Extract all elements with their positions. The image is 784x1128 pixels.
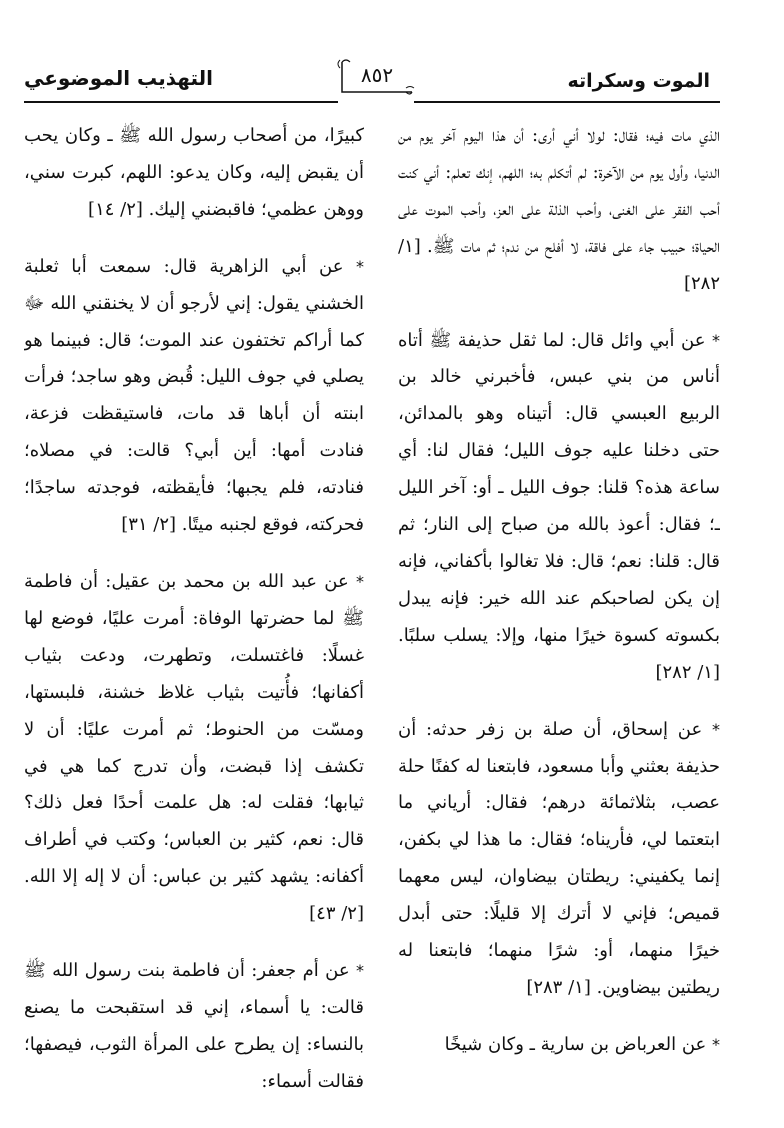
paragraph	[24, 249, 364, 544]
paragraph	[24, 118, 364, 229]
paragraph	[398, 323, 720, 692]
paragraph-text: عن أبي وائل قال: لما ثقل حذيفة ﷺ أتاه أناس من بني عبس، فأخبرني خالد بن الربيع العبسي قال: أتيناه وهو بالمدائن، حتى دخلنا عليه جوف الليل؛ فقال لنا: أي ساعة هذه؟ قلنا: جوف الليل ـ أو: آخر الليل ـ؛ فقال: أعوذ بالله من صباح إلى النار؛ ثم قال: قلنا: نعم؛ قال: فلا تغالوا بأكفاني، فإنه إن يكن لصاحبكم عند الله خير: فإنه يبدل بكسوته كسوة خيرًا منها، وإلا: يسلب سلبًا. [١/ ٢٨٢]	[398, 329, 720, 683]
left-column	[24, 118, 364, 1108]
star-marker: *	[712, 330, 720, 350]
chapter-title: الموت وسكراته	[567, 70, 710, 92]
paragraph-text: كبيرًا، من أصحاب رسول الله ﷺ ـ وكان يحب أن يقبض إليه، وكان يدعو: اللهم، كبرت سني، ووهن عظمي؛ فاقبضني إليك. [٢/ ١٤]	[24, 125, 364, 220]
page-number: ٨٥٢	[360, 63, 394, 87]
header-rule-right	[414, 101, 720, 103]
paragraph-text: عن أبي الزاهرية قال: سمعت أبا ثعلبة الخشني يقول: إني لأرجو أن لا يخنقني الله ﷻ كما أراكم تختفون عند الموت؛ قال: فبينما هو يصلي في جوف الليل: قُبض وهو ساجد؛ فرأت ابنته أن أباها قد مات، فاستيقظت فزعة، فنادت أمها: أين أبي؟ قالت: في مصلاه؛ فنادته، فلم يجبها؛ فأيقظته، فوجدته ساجدًا؛ فحركته، فوقع لجنبه ميتًا. [٢/ ٣١]	[24, 255, 364, 536]
star-marker: *	[712, 1034, 720, 1054]
star-marker: *	[356, 961, 364, 981]
paragraph-text: الذي مات فيه؛ فقال: لولا أني أرى: أن هذا اليوم آخر يوم من الدنيا، وأول يوم من الآخرة: لم أتكلم به؛ اللهم، إنك تعلم: أني كنت أحب الفقر على الغنى، وأحب الذلة على العز، وأحب الموت على الحياة؛ حبيب جاء على فاقة، لا أفلح من ندم؛ ثم مات ﷺ. [١/ ٢٨٢]	[398, 125, 720, 294]
paragraph	[398, 118, 720, 303]
header-rule-left	[24, 101, 338, 103]
paragraph-text: عن إسحاق، أن صلة بن زفر حدثه: أن حذيفة بعثني وأبا مسعود، فابتعنا له كفنًا حلة عصب، بثلاثمائة درهم؛ فقال: أرياني ما ابتعتما لي، فأريناه؛ فقال: ما هذا لي بكفن، إنما يكفيني: ريطتان بيضاوان، ليس معهما قميص؛ فإني لا أترك إلا قليلًا: حتى أبدل خيرًا منهما، أو: شرًا منهما؛ فابتعنا له ريطتين بيضاوين. [١/ ٢٨٣]	[398, 718, 720, 998]
page-header	[0, 0, 784, 112]
right-column	[398, 118, 720, 1108]
page-number-box	[336, 58, 418, 96]
star-marker: *	[356, 571, 364, 591]
paragraph	[398, 712, 720, 1007]
paragraph	[24, 953, 364, 1101]
paragraph-text: عن عبد الله بن محمد بن عقيل: أن فاطمة ﷺ لما حضرتها الوفاة: أمرت عليًا، فوضع لها غسلًا: فاغتسلت، وتطهرت، ودعت بثياب أكفانها؛ فأُتيت بثياب غلاظ خشنة، فلبستها، ومسّت من الحنوط؛ ثم أمرت عليًا: أن لا تكشف إذا قبضت، وأن تدرج كما هي في ثيابها؛ فقلت له: هل علمت أحدًا فعل ذلك؟ قال: نعم، كثير بن العباس؛ وكتب في أطراف أكفانه: يشهد كثير بن عباس: أن لا إله إلا الله. [٢/ ٤٣]	[24, 570, 364, 925]
paragraph-text: عن العرباض بن سارية ـ وكان شيخًا	[444, 1033, 707, 1055]
star-marker: *	[712, 719, 720, 739]
paragraph	[24, 564, 364, 933]
book-title: التهذيب الموضوعي	[24, 66, 214, 90]
paragraph-text: عن أم جعفر: أن فاطمة بنت رسول الله ﷺ قالت: يا أسماء، إني قد استقبحت ما يصنع بالنساء: إن يطرح على المرأة الثوب، فيصفها؛ فقالت أسماء:	[24, 960, 364, 1092]
star-marker: *	[355, 256, 364, 276]
paragraph	[398, 1027, 720, 1064]
